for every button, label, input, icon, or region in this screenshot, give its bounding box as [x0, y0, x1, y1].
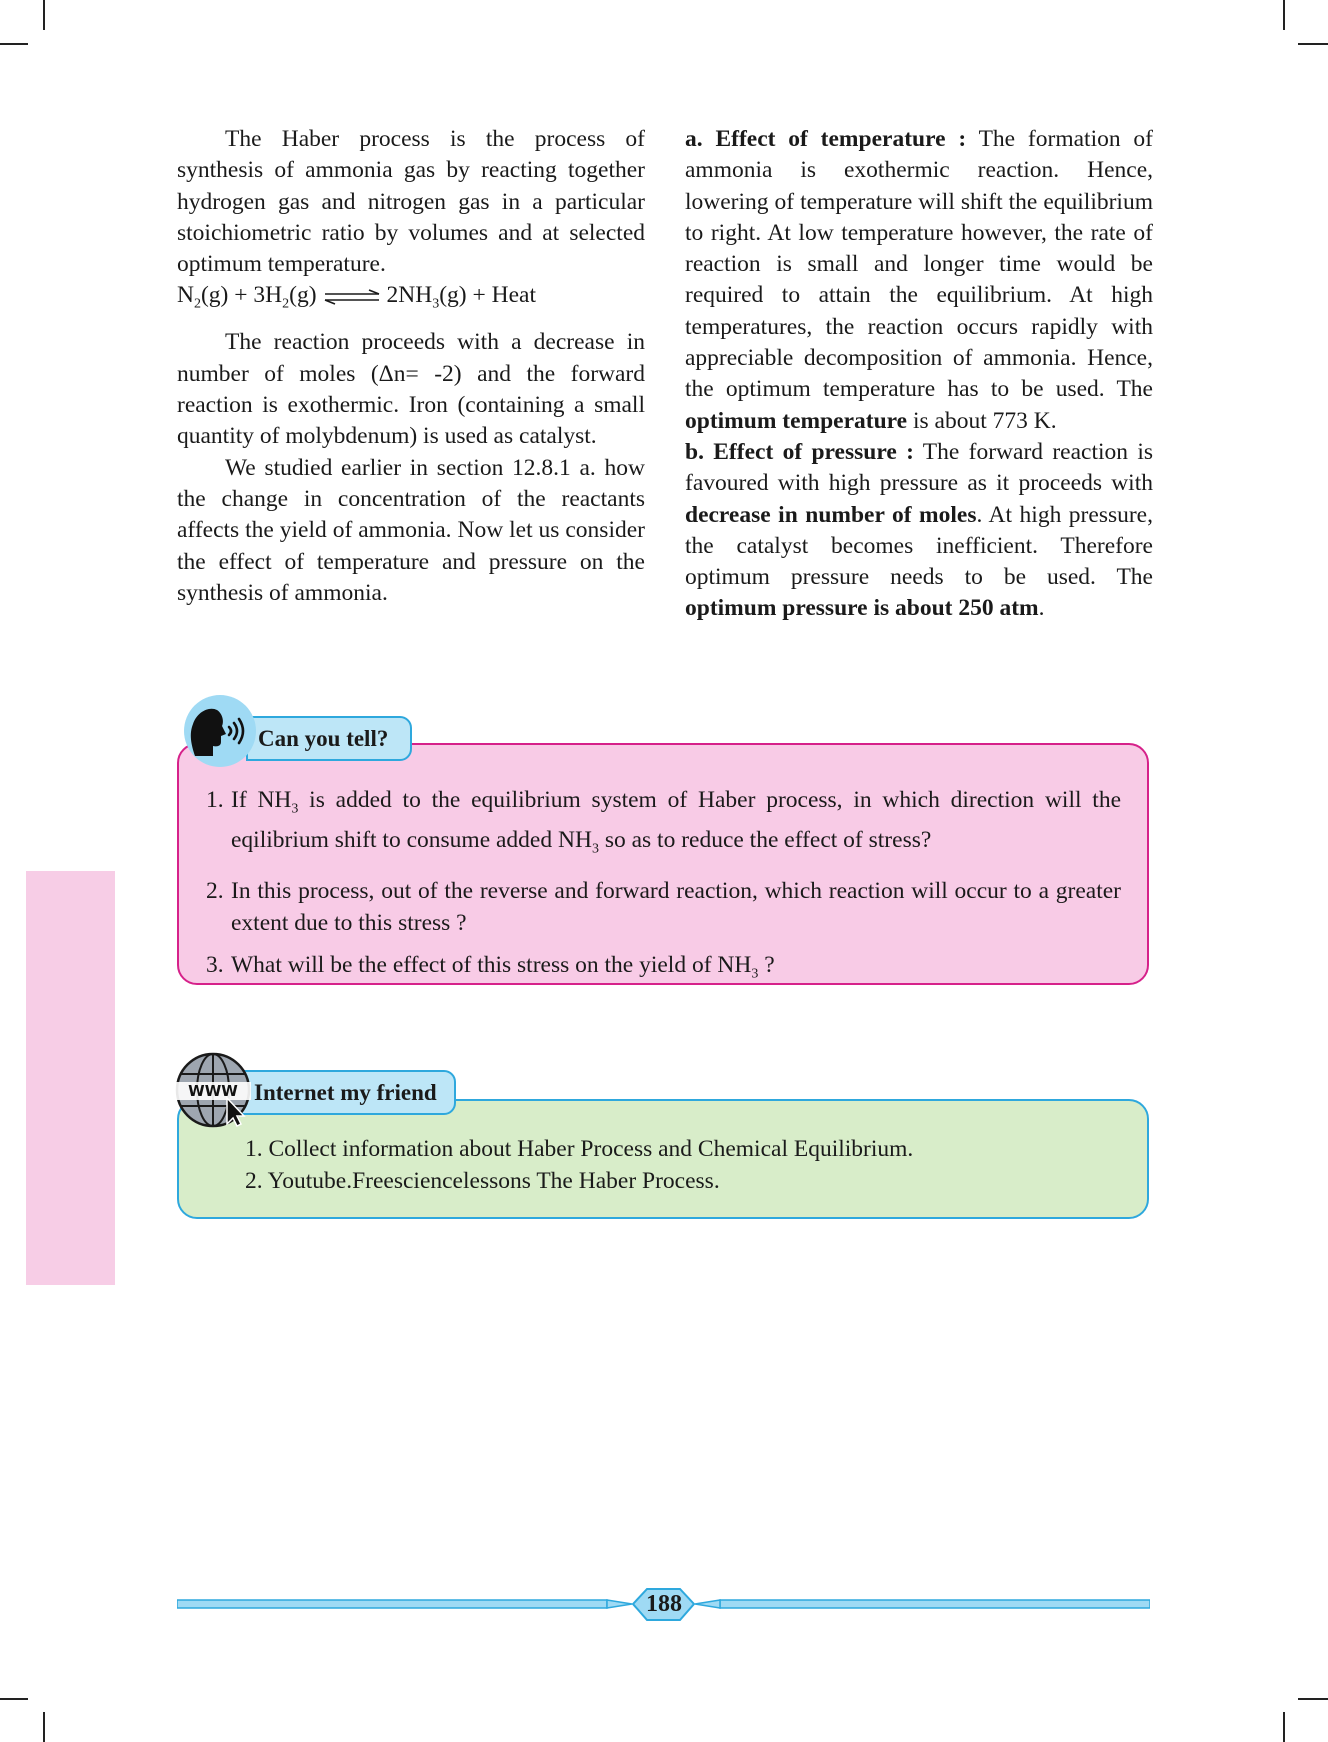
can-you-tell-title: Can you tell?: [246, 716, 412, 761]
www-label: WWW: [188, 1082, 238, 1100]
can-you-tell-questions: [179, 745, 1147, 991]
haber-intro-paragraph: The Haber process is the process of synthesis of ammonia gas by reacting together hydrogen gas and nitrogen gas in a particular stoichiometric ratio by volumes and at selected optimum temperature.: [177, 126, 645, 278]
crop-mark: [1283, 1712, 1285, 1742]
crop-mark: [0, 1698, 28, 1700]
pressure-heading: b. Effect of pressure :: [685, 438, 914, 465]
internet-items: [179, 1101, 1147, 1197]
crop-mark: [43, 0, 45, 30]
list-item: 1. Collect information about Haber Process and Chemical Equilibrium.: [245, 1136, 914, 1162]
effect-of-temperature-paragraph: a. Effect of temperature : The formation of ammonia is exothermic reaction. Hence, lowering of temperature will shift the equilibrium to right. At low temperature however, the rate of reaction is small and longer time would be required to attain the equilibrium. At high temperatures, the reaction occurs rapidly with appreciable decomposition of ammonia. Hence, the optimum temperature has to be used. The optimum temperature is about 773 K.: [685, 126, 1153, 434]
equilibrium-arrows-icon: [323, 289, 381, 305]
speaking-head-icon: [183, 694, 257, 768]
temperature-heading: a. Effect of temperature :: [685, 126, 967, 152]
left-column: [177, 124, 645, 609]
right-column: [685, 124, 1153, 625]
haber-equation: $N_2(g) + 3H_2(g) 2NH_3(g)$ + Heat: [177, 282, 536, 313]
internet-my-friend-box: [177, 1099, 1149, 1219]
crop-mark: [1298, 43, 1328, 45]
can-you-tell-box: [177, 743, 1149, 985]
crop-mark: [43, 1712, 45, 1742]
side-color-tab: [26, 871, 115, 1285]
internet-my-friend-title: Internet my friend: [236, 1070, 456, 1115]
crop-mark: [1298, 1698, 1328, 1700]
earlier-section-paragraph: We studied earlier in section 12.8.1 a. how the change in concentration of the reactants affects the yield of ammonia. Now let us consider the effect of temperature and pressure on the synthesis of ammonia.: [177, 454, 645, 606]
list-item: 2. In this process, out of the reverse and forward reaction, which reaction will occur to a greater extent due to this stress ?: [206, 878, 1121, 936]
globe-www-icon: [173, 1050, 253, 1130]
effect-of-pressure-paragraph: b. Effect of pressure : The forward reaction is favoured with high pressure as it proceeds with decrease in number of moles. At high pressure, the catalyst becomes inefficient. Therefore optimum pressure needs to be used. The optimum pressure is about 250 atm.: [685, 438, 1153, 622]
list-item: 1. If $NH_3$ is added to the equilibrium system of Haber process, in which direction will the eqilibrium shift to consume added $NH_3$ so as to reduce the effect of stress?: [206, 787, 1121, 857]
reaction-moles-paragraph: The reaction proceeds with a decrease in number of moles (Δn= -2) and the forward reaction is exothermic. Iron (containing a small quantity of molybdenum) is used as catalyst.: [177, 329, 645, 450]
crop-mark: [1283, 0, 1285, 30]
list-item: 2. Youtube.Freesciencelessons The Haber Process.: [245, 1167, 720, 1194]
crop-mark: [0, 43, 28, 45]
list-item: 3. What will be the effect of this stress on the yield of $NH_3$ ?: [206, 952, 775, 983]
page-number: 188: [646, 1591, 682, 1617]
